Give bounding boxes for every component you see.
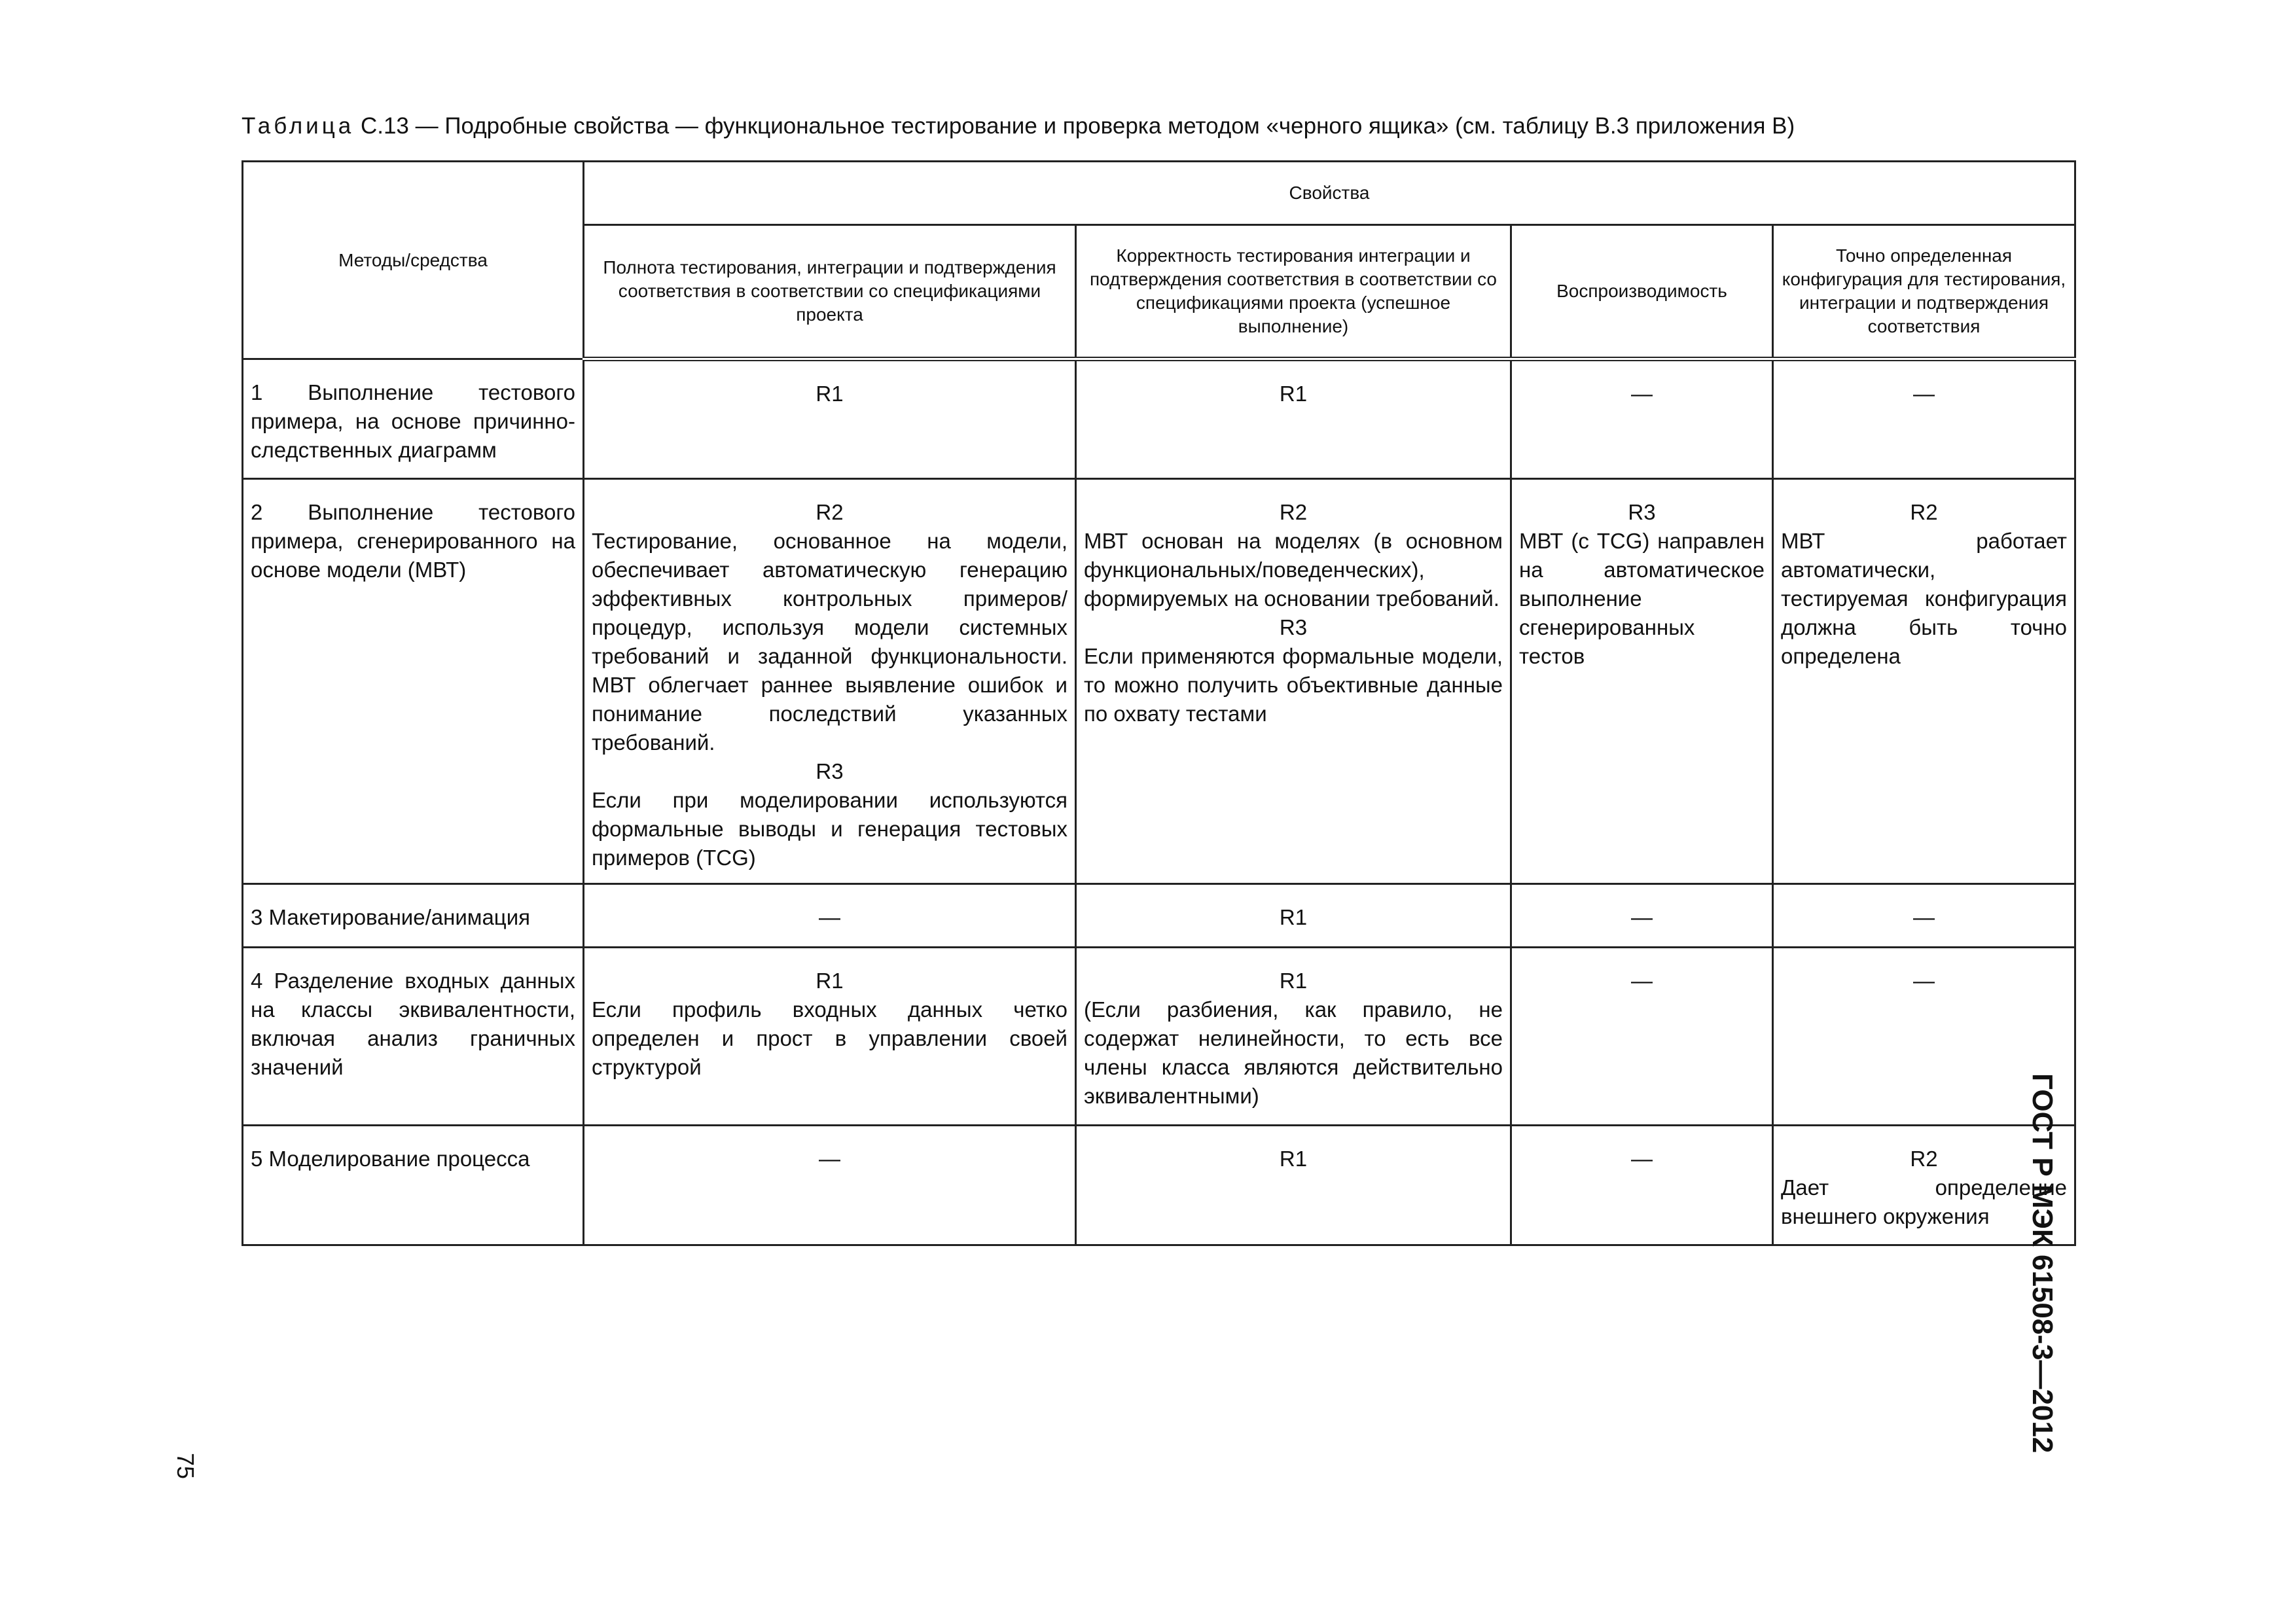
rating-note: Тестирование, основанное на модели, обеспечивает автоматическую генерацию эффективных контрольных примеров/процедур, используя модели системных требований и заданной функциональности. МВТ облегчает раннее выявление ошибок и понимание последствий указанных требований. (592, 529, 1067, 755)
method-cell: 1 Выполнение тестового примера, на основе причинно-следственных диаграмм (243, 359, 584, 479)
table-caption-text: С.13 — Подробные свойства — функциональное тестирование и проверка методом «черного ящика» (см. таблицу В.3 приложения В) (354, 113, 1795, 139)
rating-note: (Если разбиения, как правило, не содержат нелинейности, то есть все члены класса являются действительно эквивалентными) (1084, 997, 1503, 1108)
table-row (243, 479, 2075, 884)
rating-cell: R2 МВТ основан на моделях (в основном функциональных/поведенческих), формируемых на основании требований. R3 Если применяются формальные модели, то можно получить объективные данные по охвату тестами (1076, 479, 1511, 884)
rating-cell: — (584, 1126, 1076, 1245)
rating-cell: R1 (1076, 1126, 1511, 1245)
table-row (243, 359, 2075, 479)
table-row (243, 1126, 2075, 1245)
rating-note: Если профиль входных данных четко определен и прост в управлении своей структурой (592, 997, 1067, 1079)
header-row-top (243, 162, 2075, 225)
rating-cell: R2 Дает определение внешнего окружения (1773, 1126, 2075, 1245)
rating-cell: — (1511, 884, 1773, 948)
header-col-completeness: Полнота тестирования, интеграции и подтверждения соответствия в соответствии со спецификациями проекта (584, 225, 1076, 359)
header-col-repeatability: Воспроизводимость (1511, 225, 1773, 359)
method-cell: 4 Разделение входных данных на классы эквивалентности, включая анализ граничных значений (243, 948, 584, 1126)
rating-note: МВТ работает автоматически, тестируемая конфигурация должна быть точно определена (1781, 529, 2068, 668)
table-row (243, 948, 2075, 1126)
method-cell: 3 Макетирование/анимация (243, 884, 584, 948)
header-methods: Методы/средства (243, 162, 584, 359)
table-row (243, 884, 2075, 948)
header-col-correctness: Корректность тестирования интеграции и подтверждения соответствия в соответствии со спецификациями проекта (успешное выполнение) (1076, 225, 1511, 359)
rating-cell: R1 (1076, 884, 1511, 948)
rating-cell: — (584, 884, 1076, 948)
rating-cell: R1 (Если разбиения, как правило, не содержат нелинейности, то есть все члены класса являются действительно эквивалентными) (1076, 948, 1511, 1126)
header-col-configuration: Точно определенная конфигурация для тестирования, интеграции и подтверждения соответствия (1773, 225, 2075, 359)
rating-cell: — (1511, 948, 1773, 1126)
rating-cell: R1 Если профиль входных данных четко определен и прост в управлении своей структурой (584, 948, 1076, 1126)
method-cell: 2 Выполнение тестового примера, сгенерированного на основе модели (МВТ) (243, 479, 584, 884)
rating-cell: — (1773, 948, 2075, 1126)
table-caption (242, 111, 2140, 141)
method-cell: 5 Моделирование процесса (243, 1126, 584, 1245)
page-number: 75 (172, 1453, 199, 1480)
table-caption-label: Таблица (242, 113, 355, 139)
rating-cell: R1 (584, 359, 1076, 479)
rating-cell: R3 МВТ (с TCG) направлен на автоматическое выполнение сгенерированных тестов (1511, 479, 1773, 884)
rating-note: Дает определение внешнего окружения (1781, 1175, 2068, 1228)
rating-note: МВТ основан на моделях (в основном функциональных/поведенческих), формируемых на основании требований. (1084, 529, 1503, 611)
standard-designation: ГОСТ Р МЭК 61508-3—2012 (2026, 1073, 2058, 1454)
rating-note: Если применяются формальные модели, то можно получить объективные данные по охвату тестами (1084, 644, 1503, 726)
rating-note: Если при моделировании используются формальные выводы и генерация тестовых примеров (TCG) (592, 788, 1067, 870)
rating-cell: — (1511, 359, 1773, 479)
rating-cell: — (1773, 359, 2075, 479)
properties-table (242, 160, 2076, 1246)
rating-cell: R1 (1076, 359, 1511, 479)
rating-cell: — (1511, 1126, 1773, 1245)
rating-cell: R2 Тестирование, основанное на модели, обеспечивает автоматическую генерацию эффективных контрольных примеров/процедур, используя модели системных требований и заданной функциональности. МВТ облегчает раннее выявление ошибок и понимание последствий указанных требований. R3 Если при моделировании используются формальные выводы и генерация тестовых примеров (TCG) (584, 479, 1076, 884)
header-properties: Свойства (584, 162, 2075, 225)
rating-cell: — (1773, 884, 2075, 948)
rating-cell: R2 МВТ работает автоматически, тестируемая конфигурация должна быть точно определена (1773, 479, 2075, 884)
rating-note: МВТ (с TCG) направлен на автоматическое выполнение сгенерированных тестов (1519, 529, 1765, 668)
